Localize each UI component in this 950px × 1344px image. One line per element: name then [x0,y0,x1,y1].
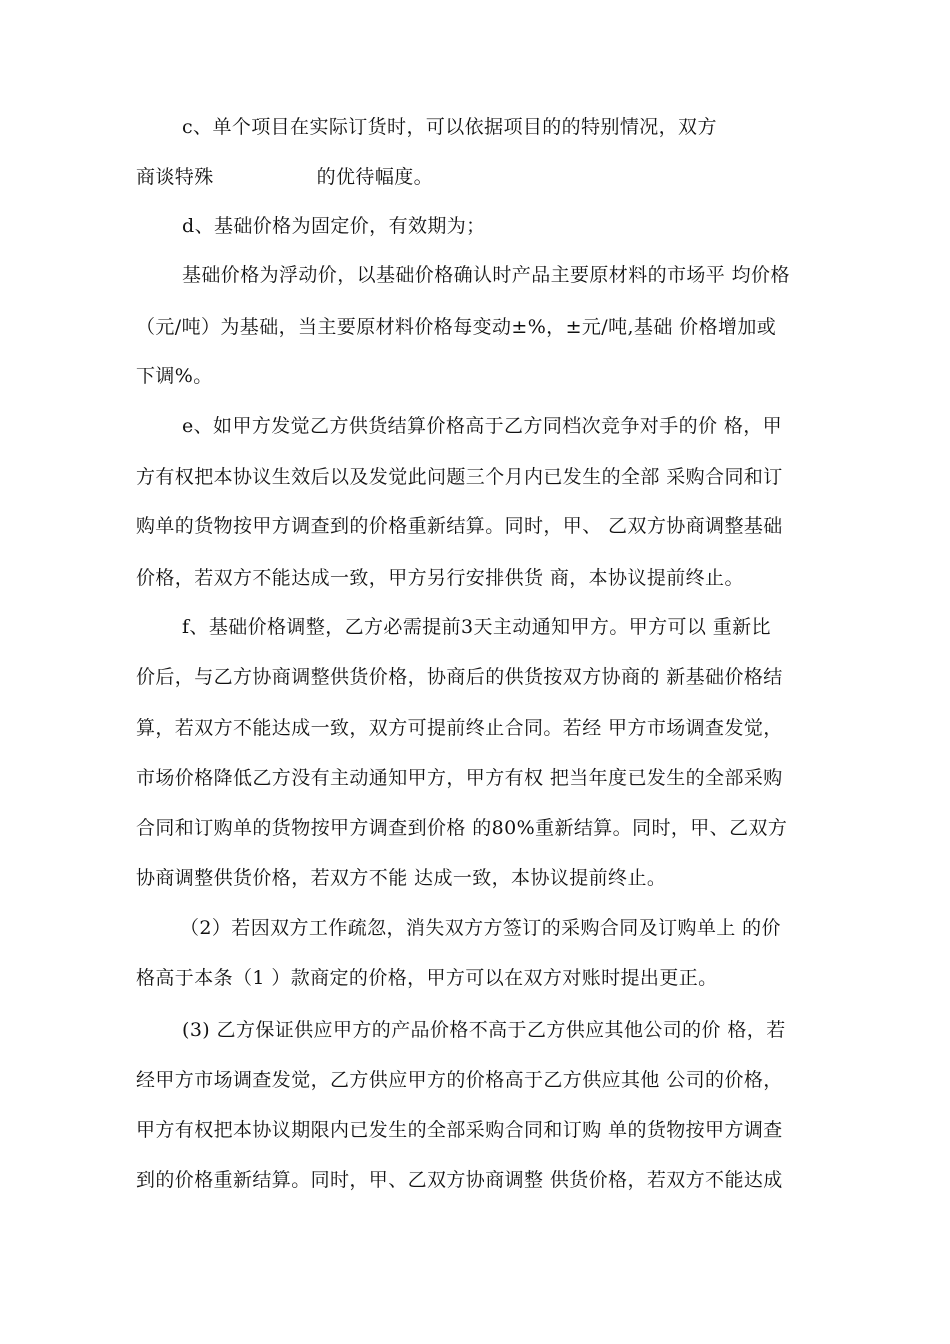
text-line: f、基础价格调整，乙方必需提前3天主动通知甲方。甲方可以 重新比 [182,616,771,638]
text-line: 方有权把本协议生效后以及发觉此问题三个月内已发生的全部 采购合同和订 [136,466,783,488]
text-line: （元/吨）为基础，当主要原材料价格每变动±%，±元/吨,基础 价格增加或 [136,316,777,338]
text-line: 基础价格为浮动价，以基础价格确认时产品主要原材料的市场平 均价格 [182,264,790,286]
text-line: 合同和订购单的货物按甲方调查到价格 的80%重新结算。同时，甲、乙双方 [136,817,788,839]
text-line: e、如甲方发觉乙方供货结算价格高于乙方同档次竞争对手的价 格，甲 [182,415,783,437]
text-line: 价后，与乙方协商调整供货价格，协商后的供货按双方协商的 新基础价格结 [136,666,783,688]
text-line: 商谈特殊 的优待幅度。 [136,166,434,188]
text-line: 经甲方市场调查发觉，乙方供应甲方的价格高于乙方供应其他 公司的价格， [136,1069,783,1091]
text-line: 市场价格降低乙方没有主动通知甲方，甲方有权 把当年度已发生的全部采购 [136,767,783,789]
text-line: 价格，若双方不能达成一致，甲方另行安排供货 商，本协议提前终止。 [136,567,744,589]
text-line: （2）若因双方工作疏忽，消失双方方签订的采购合同及订购单上 的价 [180,917,781,939]
text-line: (3) 乙方保证供应甲方的产品价格不高于乙方供应其他公司的价 格，若 [182,1019,786,1041]
text-line: 格高于本条（1 ）款商定的价格，甲方可以在双方对账时提出更正。 [136,967,718,989]
text-line: 到的价格重新结算。同时，甲、乙双方协商调整 供货价格，若双方不能达成 [136,1169,783,1191]
text-line: 算，若双方不能达成一致，双方可提前终止合同。若经 甲方市场调查发觉， [136,717,783,739]
text-line: 甲方有权把本协议期限内已发生的全部采购合同和订购 单的货物按甲方调查 [136,1119,783,1141]
text-line: 协商调整供货价格，若双方不能 达成一致，本协议提前终止。 [136,867,667,889]
text-line: 下调%。 [136,365,213,387]
text-line: d、基础价格为固定价，有效期为； [182,215,486,237]
text-line: c、单个项目在实际订货时，可以依据项目的的特别情况，双方 [182,116,717,138]
text-line: 购单的货物按甲方调查到的价格重新结算。同时，甲、 乙双方协商调整基础 [136,515,783,537]
